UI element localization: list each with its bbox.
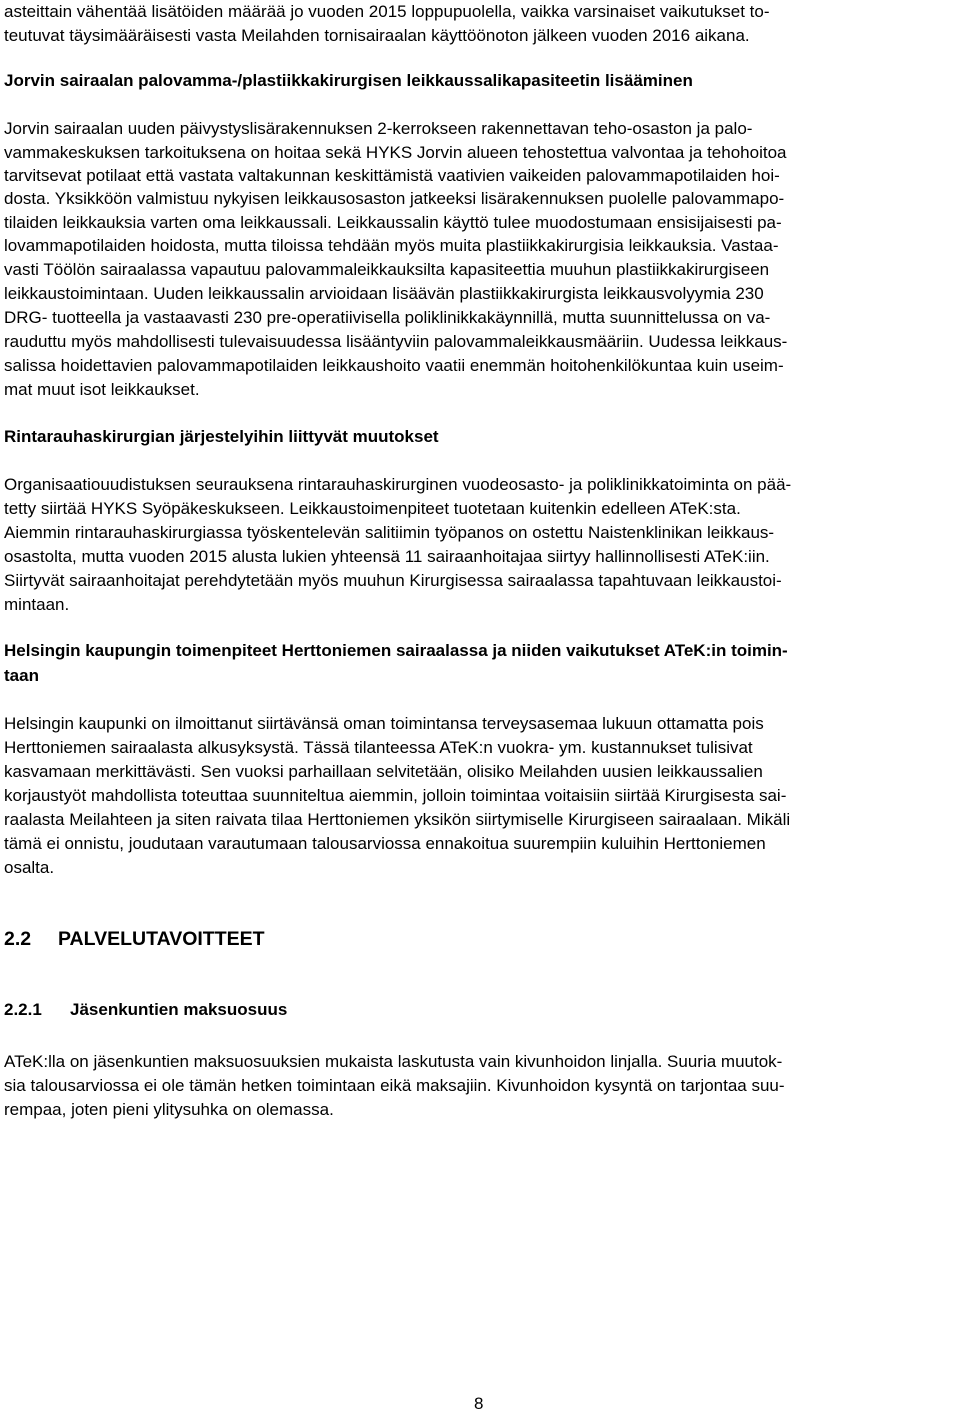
section-heading-jorvi: Jorvin sairaalan palovamma-/plastiikkakirurgisen leikkaussalikapasiteetin lisääminen (4, 71, 693, 90)
section-heading-helsinki-cont: taan (4, 666, 39, 685)
section-number-2-2: 2.2 (4, 928, 32, 950)
paragraph-line: Aiemmin rintarauhaskirurgiassa työskentelevän salitiimin työpanos on ostettu Naistenklinikan leikkaus- (4, 523, 775, 542)
paragraph-line: raalasta Meilahteen ja siten raivata tilaa Herttoniemen yksikön siirtymiselle Kirurgiseen sairaalaan. Mikäli (4, 810, 791, 829)
section-heading-helsinki: Helsingin kaupungin toimenpiteet Herttoniemen sairaalassa ja niiden vaikutukset ATeK:in toimin- (4, 641, 788, 660)
paragraph-line: Helsingin kaupunki on ilmoittanut siirtävänsä oman toimintansa terveysasemaa lukuun ottamatta pois (4, 714, 764, 733)
paragraph-line: Herttoniemen sairaalasta alkusyksystä. Tässä tilanteessa ATeK:n vuokra- ym. kustannukset tulisivat (4, 738, 753, 757)
paragraph-line: dosta. Yksikköön valmistuu nykyisen leikkausosaston jatkeeksi lisärakennuksen puolelle palovammapo- (4, 189, 785, 208)
paragraph-line: ATeK:lla on jäsenkuntien maksuosuuksien mukaista laskutusta vain kivunhoidon linjalla. Suuria muutok- (4, 1052, 783, 1071)
paragraph-line: DRG- tuotteella ja vastaavasti 230 pre-operatiivisella poliklinikkakäynnillä, mutta suunnittelussa on va- (4, 308, 771, 327)
section-title-2-2-1: Jäsenkuntien maksuosuus (70, 1000, 288, 1019)
paragraph-line: Organisaatiouudistuksen seurauksena rintarauhaskirurginen vuodeosasto- ja poliklinikkatoiminta on pää- (4, 475, 792, 494)
section-number-2-2-1: 2.2.1 (4, 1000, 42, 1019)
paragraph-line: kasvamaan merkittävästi. Sen vuoksi parhaillaan selvitetään, olisiko Meilahden uusien leikkaussalien (4, 762, 763, 781)
paragraph-line: leikkaustoimintaan. Uuden leikkaussalin arvioidaan lisäävän plastiikkakirurgista leikkausvolyymia 230 (4, 284, 764, 303)
paragraph-line: tilaiden leikkauksia varten oma leikkaussali. Leikkaussalin käyttö tulee muodostumaan ensisijaisesti pa- (4, 213, 782, 232)
paragraph-line: mat muut isot leikkaukset. (4, 380, 200, 399)
paragraph-line: korjaustyöt mahdollista toteuttaa suunniteltua aiemmin, jolloin toimintaa voitaisiin siirtää Kirurgisesta sai- (4, 786, 787, 805)
page-number: 8 (474, 1394, 484, 1413)
paragraph-line: rempaa, joten pieni ylitysuhka on olemassa. (4, 1100, 334, 1119)
paragraph-line: teutuvat täysimääräisesti vasta Meilahden tornisairaalan käyttöönoton jälkeen vuoden 2016 aikana. (4, 26, 750, 45)
paragraph-line: asteittain vähentää lisätöiden määrää jo vuoden 2015 loppupuolella, vaikka varsinaiset vaikutukset to- (4, 2, 770, 21)
section-heading-rintarauhas: Rintarauhaskirurgian järjestelyihin liittyvät muutokset (4, 427, 439, 446)
paragraph-line: Siirtyvät sairaanhoitajat perehdytetään myös muuhun Kirurgisessa sairaalassa tapahtuvaan leikkaustoi- (4, 571, 782, 590)
paragraph-line: sia talousarviossa ei ole tämän hetken toimintaan eikä maksajiin. Kivunhoidon kysyntä on tarjontaa suu- (4, 1076, 785, 1095)
paragraph-line: tämä ei onnistu, joudutaan varautumaan talousarviossa ennakoitua suurempiin kuluihin Herttoniemen (4, 834, 766, 853)
paragraph-line: lovammapotilaiden hoidosta, mutta tiloissa tehdään myös muita plastiikkakirurgisia leikkauksia. Vastaa- (4, 236, 779, 255)
paragraph-line: osalta. (4, 858, 55, 877)
paragraph-line: tetty siirtää HYKS Syöpäkeskukseen. Leikkaustoimenpiteet tuotetaan kuitenkin edelleen ATeK:sta. (4, 499, 741, 518)
paragraph-line: salissa hoidettavien palovammapotilaiden leikkaushoito vaatii enemmän hoitohenkilökuntaa kuin useim- (4, 356, 784, 375)
paragraph-line: rauduttu myös mahdollisesti tulevaisuudessa lisääntyviin palovammaleikkausmääriin. Uudessa leikkaus- (4, 332, 788, 351)
paragraph-line: tarvitsevat potilaat että vastata valtakunnan keskittämistä vaativien vaikeiden palovammapotilaiden hoi- (4, 166, 780, 185)
paragraph-line: vasti Töölön sairaalassa vapautuu palovammaleikkauksilta kapasiteettia muuhun plastiikkakirurgiseen (4, 260, 770, 279)
paragraph-line: vammakeskuksen tarkoituksena on hoitaa sekä HYKS Jorvin alueen tehostettua valvontaa ja tehohoitoa (4, 143, 787, 162)
paragraph-line: Jorvin sairaalan uuden päivystyslisärakennuksen 2-kerrokseen rakennettavan teho-osaston ja palo- (4, 119, 753, 138)
section-title-2-2: PALVELUTAVOITTEET (58, 928, 265, 950)
paragraph-line: osastolta, mutta vuoden 2015 alusta lukien yhteensä 11 sairaanhoitajaa siirtyy hallinnollisesti ATeK:iin. (4, 547, 770, 566)
paragraph-line: mintaan. (4, 595, 70, 614)
